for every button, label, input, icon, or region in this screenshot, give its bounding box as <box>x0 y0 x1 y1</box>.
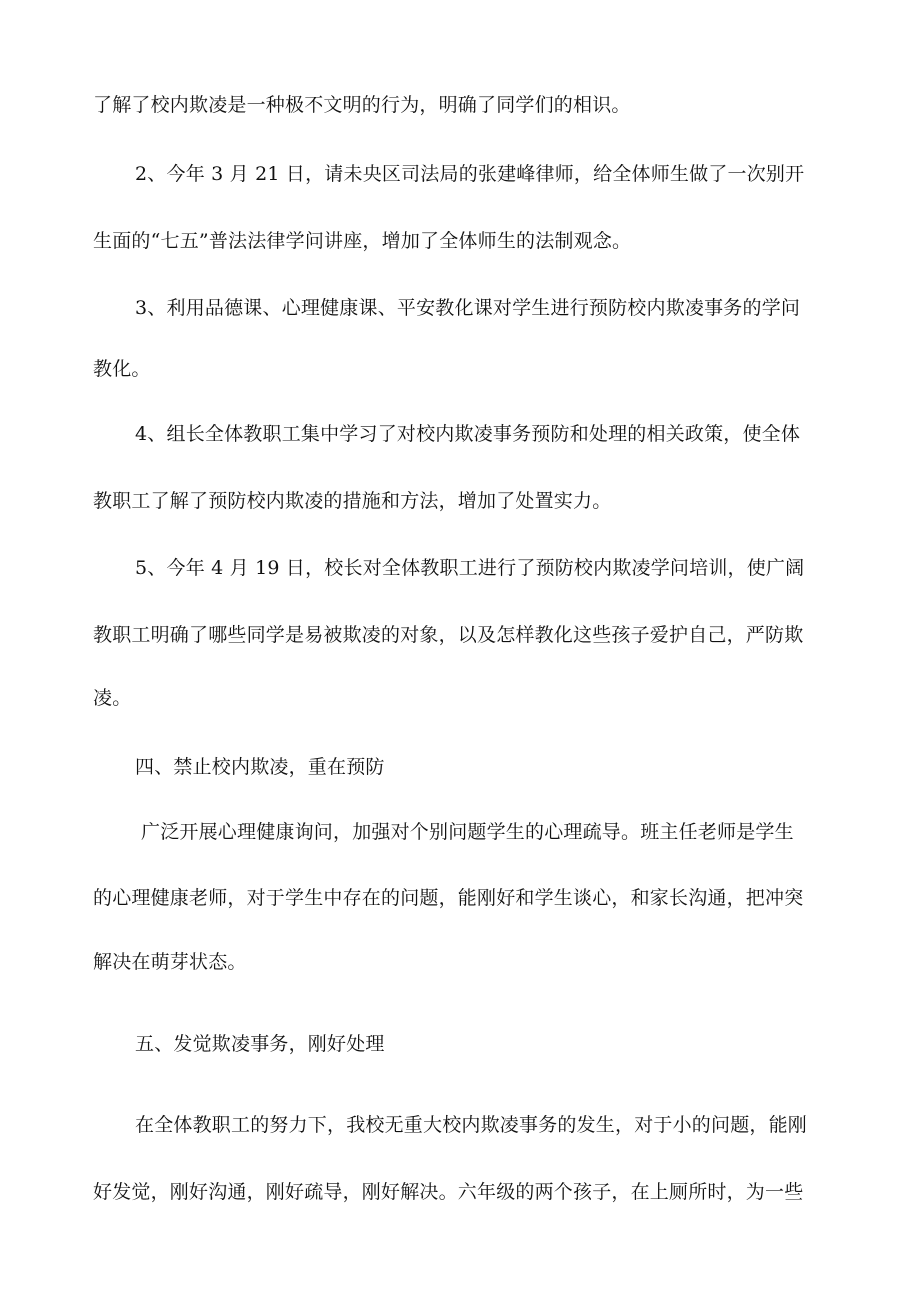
text-line-6: 4、组长全体教职工集中学习了对校内欺凌事务预防和处理的相关政策，使全体 <box>135 423 801 445</box>
text-line-7: 教职工了解了预防校内欺凌的措施和方法，增加了处置实力。 <box>93 490 612 512</box>
text-line-5: 教化。 <box>93 358 151 380</box>
text-line-8: 5、今年 4 月 19 日，校长对全体教职工进行了预防校内欺凌学问培训，使广阔 <box>135 557 805 579</box>
text-line-10: 凌。 <box>93 687 132 709</box>
text-line-13: 的心理健康老师，对于学生中存在的问题，能刚好和学生谈心，和家长沟通，把冲突 <box>93 887 804 909</box>
section-heading-5: 五、发觉欺凌事务，刚好处理 <box>135 1033 385 1055</box>
text-line-4: 3、利用品德课、心理健康课、平安教化课对学生进行预防校内欺凌事务的学问 <box>135 297 801 319</box>
text-line-2: 2、今年 3 月 21 日，请未央区司法局的张建峰律师，给全体师生做了一次别开 <box>135 163 805 185</box>
text-line-9: 教职工明确了哪些同学是易被欺凌的对象，以及怎样教化这些孩子爱护自己，严防欺 <box>93 624 804 646</box>
text-line-3: 生面的“七五”普法法律学问讲座，增加了全体师生的法制观念。 <box>93 230 632 252</box>
text-line-14: 解决在萌芽状态。 <box>93 951 247 973</box>
section-heading-4: 四、禁止校内欺凌，重在预防 <box>135 756 385 778</box>
text-line-12: 广泛开展心理健康询问，加强对个别问题学生的心理疏导。班主任老师是学生 <box>141 821 794 843</box>
text-line-17: 好发觉，刚好沟通，刚好疏导，刚好解决。六年级的两个孩子，在上厕所时，为一些 <box>93 1181 804 1203</box>
text-line-1: 了解了校内欺凌是一种极不文明的行为，明确了同学们的相识。 <box>93 94 631 116</box>
text-line-16: 在全体教职工的努力下，我校无重大校内欺凌事务的发生，对于小的问题，能刚 <box>135 1114 808 1136</box>
